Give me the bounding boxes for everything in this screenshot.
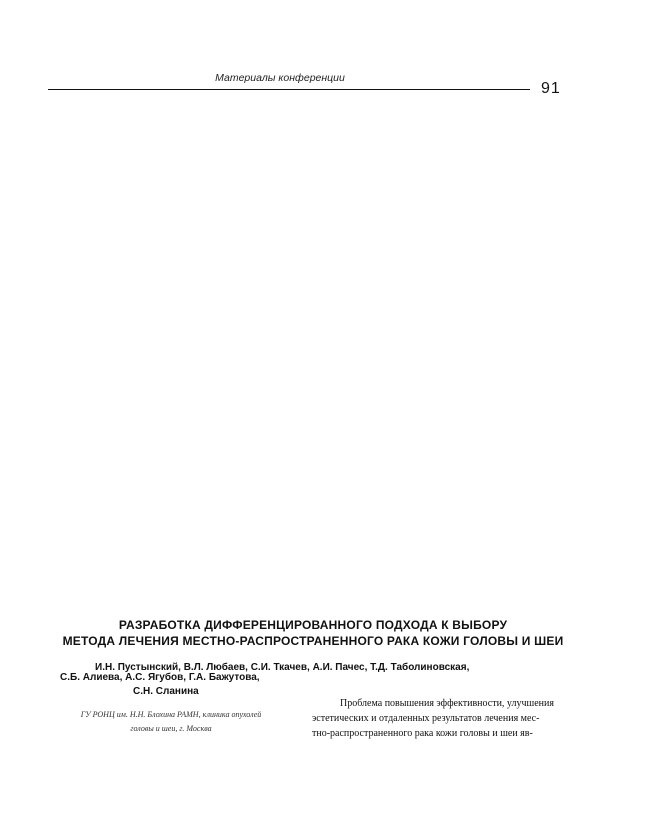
article-title <box>0 617 626 649</box>
body-line-1: Проблема повышения эффективности, улучшения <box>340 698 554 709</box>
header-rule <box>48 89 530 90</box>
body-line-3: тно-распространенного рака кожи головы и шеи яв- <box>312 728 533 739</box>
body-text <box>312 696 574 741</box>
body-line-2: эстетических и отдаленных результатов лечения мес- <box>312 713 540 724</box>
authors-line-1: И.Н. Пустынский, В.Л. Любаев, С.И. Ткачев, А.И. Пачес, Т.Д. Таболиновская, <box>95 662 470 673</box>
article-title-line-2: МЕТОДА ЛЕЧЕНИЯ МЕСТНО-РАСПРОСТРАНЕННОГО РАКА КОЖИ ГОЛОВЫ И ШЕИ <box>62 634 564 648</box>
affiliation-line-1: ГУ РОНЦ им. Н.Н. Блохина РАМН, клиника опухолей <box>80 710 262 719</box>
affiliation <box>40 708 302 736</box>
running-head: Материалы конференции <box>215 72 345 84</box>
authors-line-3: С.Н. Сланина <box>133 686 199 697</box>
affiliation-line-2: головы и шеи, г. Москва <box>130 724 212 733</box>
page-number: 91 <box>541 80 561 97</box>
article-title-line-1: РАЗРАБОТКА ДИФФЕРЕНЦИРОВАННОГО ПОДХОДА К ВЫБОРУ <box>118 618 508 632</box>
authors-line-2: С.Б. Алиева, А.С. Ягубов, Г.А. Бажутова, <box>60 672 260 683</box>
